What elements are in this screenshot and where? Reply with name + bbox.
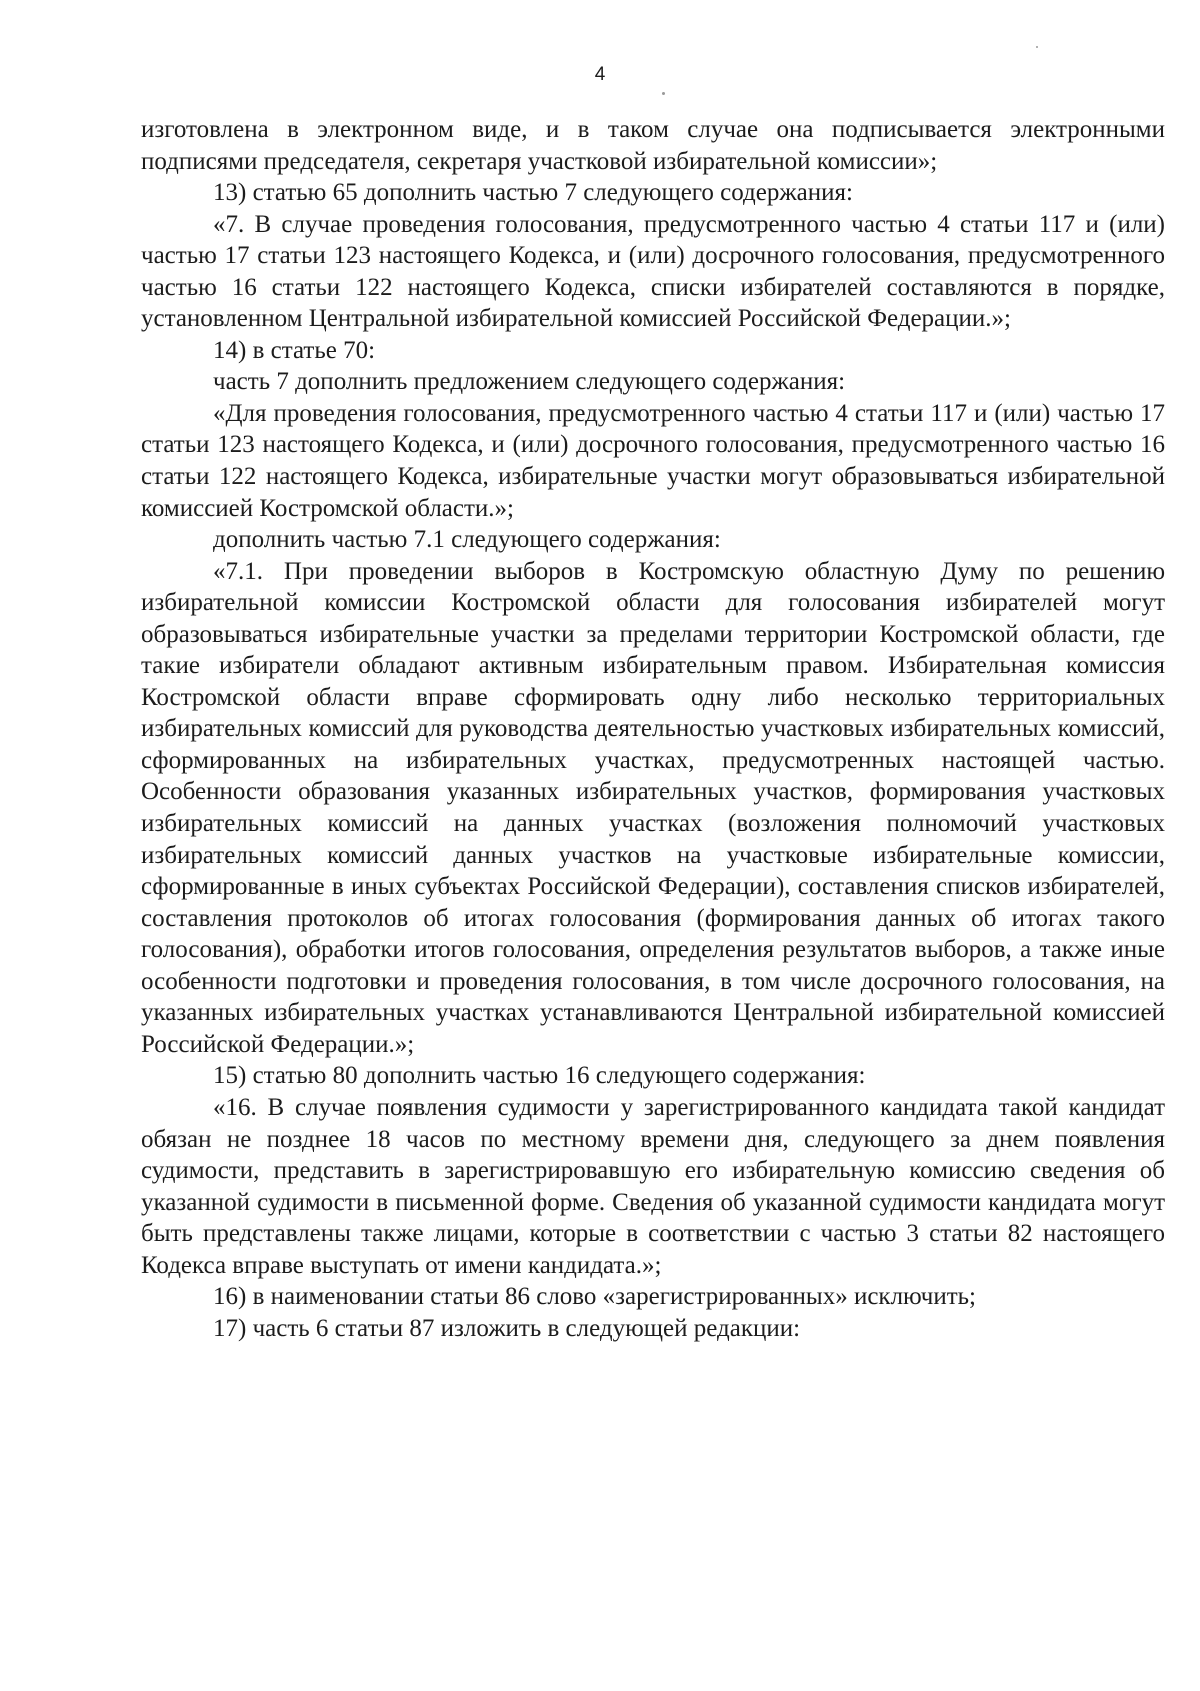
paragraph: 16) в наименовании статьи 86 слово «зарегистрированных» исключить; — [213, 1283, 977, 1311]
paragraph: «Для проведения голосования, предусмотренного частью 4 статьи 117 и (или) частью 17 статьи 123 настоящего Кодекса, и (или) досрочного голосования, предусмотренного частью 16 статьи 122 настоящего Кодекса, избирательные участки могут образовываться избирательной комиссией Костромской области.»; — [141, 399, 1165, 522]
paragraph: часть 7 дополнить предложением следующего содержания: — [213, 368, 846, 396]
page-number: 4 — [594, 64, 606, 85]
paragraph: «7.1. При проведении выборов в Костромскую областную Думу по решению избирательной комиссии Костромской области для голосования избирателей могут образовываться избирательные участки за пределами территории Костромской области, где такие избиратели обладают активным избирательным правом. Избирательная комиссия Костромской области вправе сформировать одну либо несколько территориальных избирательных комиссий для руководства деятельностью участковых избирательных комиссий, сформированных на избирательных участках, предусмотренных настоящей частью. Особенности образования указанных избирательных участков, формирования участковых избирательных комиссий на данных участках (возложения полномочий участковых избирательных комиссий данных участков на участковые избирательные комиссии, сформированные в иных субъектах Российской Федерации), составления списков избирателей, составления протоколов об итогах голосования (формирования данных об итогах такого голосования), обработки итогов голосования, определения результатов выборов, а также иные особенности подготовки и проведения голосования, в том числе досрочного голосования, на указанных избирательных участках устанавливаются Центральной избирательной комиссией Российской Федерации.»; — [141, 557, 1165, 1058]
paragraph: 14) в статье 70: — [213, 336, 376, 364]
document-body — [141, 114, 1165, 1344]
paragraph: 13) статью 65 дополнить частью 7 следующего содержания: — [213, 179, 853, 207]
paragraph: «16. В случае появления судимости у зарегистрированного кандидата такой кандидат обязан не позднее 18 часов по местному времени дня, следующего за днем появления судимости, представить в зарегистрировавшую его избирательную комиссию сведения об указанной судимости в письменной форме. Сведения об указанной судимости кандидата могут быть представлены также лицами, которые в соответствии с частью 3 статьи 82 настоящего Кодекса вправе выступать от имени кандидата.»; — [141, 1093, 1165, 1279]
paragraph: 17) часть 6 статьи 87 изложить в следующей редакции: — [213, 1314, 801, 1342]
scan-speck — [662, 92, 665, 95]
paragraph: дополнить частью 7.1 следующего содержания: — [213, 526, 721, 554]
scan-speck — [1036, 46, 1038, 48]
paragraph: 15) статью 80 дополнить частью 16 следующего содержания: — [213, 1062, 866, 1090]
paragraph: изготовлена в электронном виде, и в таком случае она подписывается электронными подписями председателя, секретаря участковой избирательной комиссии»; — [141, 116, 1165, 175]
paragraph: «7. В случае проведения голосования, предусмотренного частью 4 статьи 117 и (или) частью 17 статьи 123 настоящего Кодекса, и (или) досрочного голосования, предусмотренного частью 16 статьи 122 настоящего Кодекса, списки избирателей составляются в порядке, установленном Центральной избирательной комиссией Российской Федерации.»; — [141, 210, 1165, 333]
